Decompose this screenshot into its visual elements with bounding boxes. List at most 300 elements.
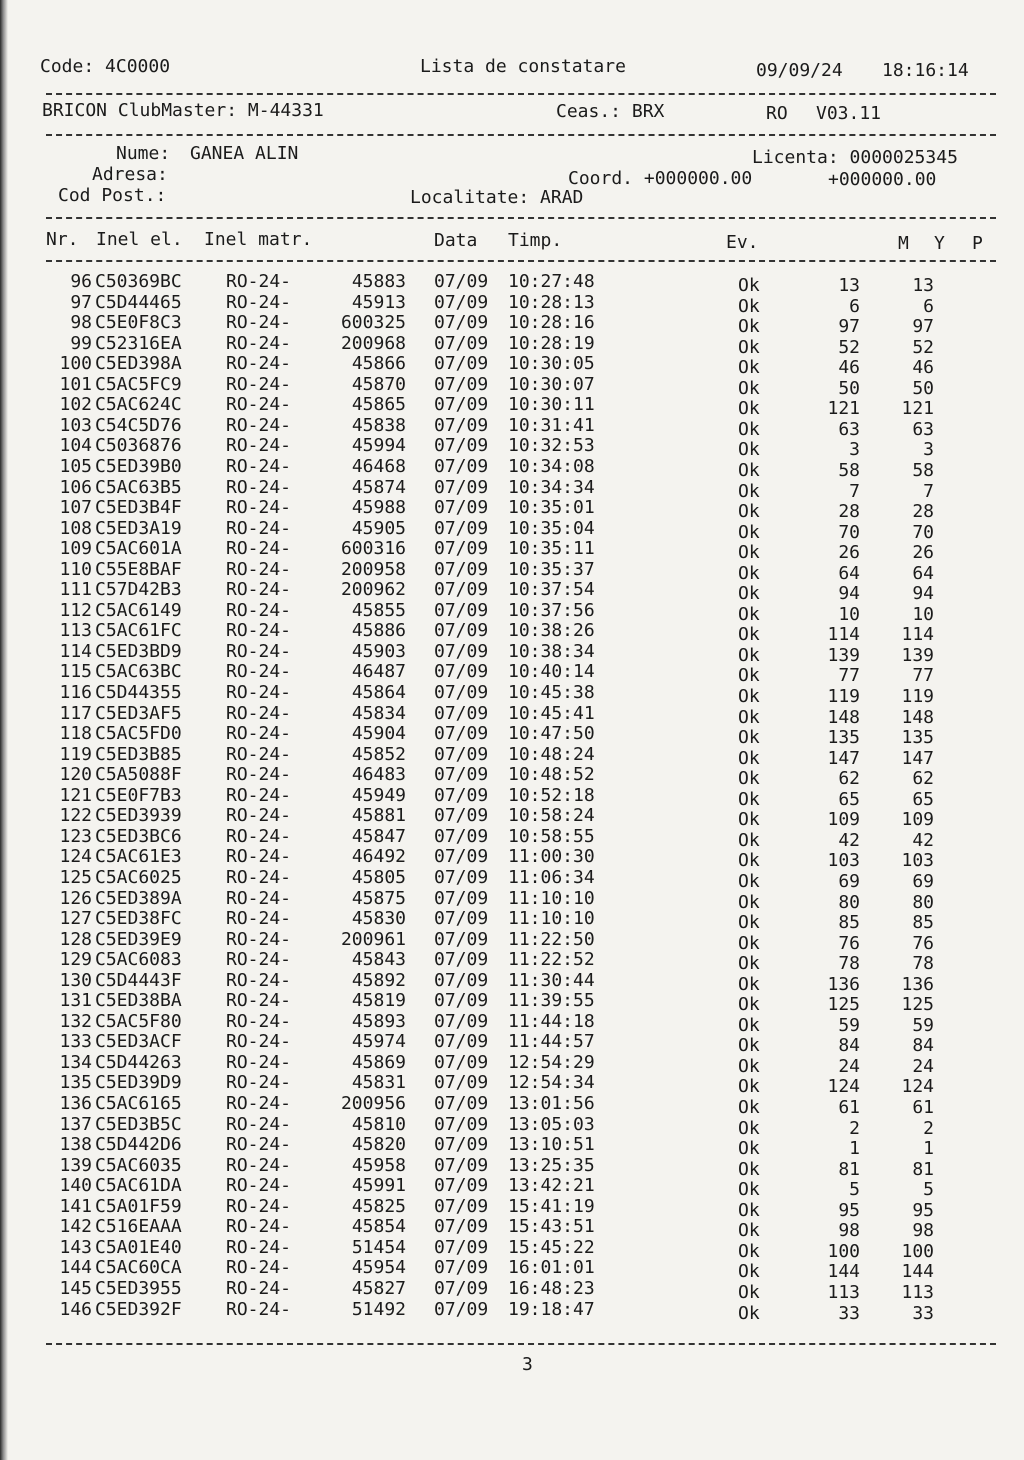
event-status: Ok (738, 994, 760, 1016)
ring-prefix: RO-24- (226, 1175, 292, 1197)
table-row (0, 1051, 1024, 1077)
arrival-time: 10:34:34 (508, 476, 595, 498)
ring-electronic: C5ED39B0 (95, 455, 182, 477)
value-y: 84 (912, 1035, 934, 1057)
separator-line (46, 217, 996, 219)
value-y: 69 (912, 870, 934, 892)
arrival-time: 11:10:10 (508, 908, 595, 930)
ring-prefix: RO-24- (226, 1010, 292, 1032)
value-y: 61 (912, 1097, 934, 1118)
arrival-date: 07/09 (434, 1010, 489, 1032)
event-status: Ok (738, 357, 760, 379)
ring-prefix: RO-24- (226, 558, 292, 580)
value-y: 50 (912, 377, 934, 399)
ring-number: 45831 (351, 1072, 406, 1094)
arrival-date: 07/09 (434, 558, 489, 580)
value-m: 58 (838, 459, 860, 481)
event-status: Ok (738, 542, 760, 564)
ring-number: 200956 (340, 1093, 406, 1114)
value-m: 98 (838, 1220, 860, 1242)
arrival-date: 07/09 (434, 312, 489, 334)
ring-electronic: C54C5D76 (95, 414, 182, 436)
value-y: 26 (912, 542, 934, 564)
row-nr: 111 (59, 579, 92, 601)
arrival-time: 16:01:01 (508, 1257, 595, 1279)
arrival-date: 07/09 (434, 414, 489, 436)
value-m: 65 (838, 788, 860, 810)
arrival-date: 07/09 (434, 825, 489, 847)
row-nr: 122 (59, 805, 92, 827)
arrival-date: 07/09 (434, 661, 489, 683)
ring-prefix: RO-24- (226, 866, 292, 888)
ring-number: 45892 (351, 969, 406, 991)
arrival-time: 10:45:38 (508, 682, 595, 703)
ring-number: 45838 (351, 414, 406, 436)
event-status: Ok (738, 665, 760, 687)
ring-number: 45870 (351, 373, 406, 395)
event-status: Ok (738, 768, 760, 790)
table-row (0, 805, 1024, 831)
event-status: Ok (738, 870, 760, 892)
arrival-time: 10:35:11 (508, 538, 595, 560)
ring-number: 45991 (351, 1175, 406, 1197)
event-status: Ok (738, 1035, 760, 1057)
arrival-time: 10:47:50 (508, 723, 595, 745)
row-nr: 97 (70, 291, 92, 313)
table-row (0, 538, 1024, 564)
value-m: 124 (827, 1076, 860, 1098)
ring-prefix: RO-24- (226, 353, 292, 375)
ring-prefix: RO-24- (226, 1216, 292, 1238)
ring-electronic: C5AC6025 (95, 866, 182, 888)
arrival-date: 07/09 (434, 455, 489, 477)
arrival-date: 07/09 (434, 887, 489, 909)
table-row (0, 497, 1024, 523)
table-row (0, 1216, 1024, 1242)
col-header-inel-matr: Inel matr. (204, 229, 313, 250)
value-m: 76 (838, 932, 860, 954)
event-status: Ok (738, 891, 760, 913)
ring-electronic: C5036876 (95, 435, 182, 457)
ring-electronic: C5A01E40 (95, 1236, 182, 1258)
ring-prefix: RO-24- (226, 805, 292, 827)
ring-number: 45827 (351, 1277, 406, 1299)
table-row (0, 764, 1024, 790)
ring-prefix: RO-24- (226, 990, 292, 1012)
arrival-date: 07/09 (434, 1093, 489, 1114)
value-m: 62 (838, 768, 860, 790)
arrival-date: 07/09 (434, 332, 489, 354)
value-m: 5 (849, 1179, 860, 1201)
table-row (0, 825, 1024, 851)
value-y: 148 (901, 706, 934, 728)
table-row (0, 846, 1024, 872)
row-nr: 135 (59, 1072, 92, 1094)
value-m: 64 (838, 562, 860, 584)
table-row (0, 1072, 1024, 1098)
table-row (0, 1093, 1024, 1118)
col-header-m: M (898, 233, 909, 254)
ring-electronic: C5AC5F80 (95, 1010, 182, 1032)
value-m: 63 (838, 418, 860, 440)
ring-electronic: C516EAAA (95, 1216, 182, 1238)
arrival-time: 11:00:30 (508, 846, 595, 868)
ring-number: 45974 (351, 1031, 406, 1053)
row-nr: 120 (59, 764, 92, 786)
arrival-date: 07/09 (434, 1051, 489, 1073)
event-status: Ok (738, 1117, 760, 1139)
arrival-time: 15:41:19 (508, 1195, 595, 1217)
ring-number: 45886 (351, 620, 406, 642)
row-nr: 106 (59, 476, 92, 498)
row-nr: 136 (59, 1093, 92, 1114)
event-status: Ok (738, 1097, 760, 1118)
ring-prefix: RO-24- (226, 1031, 292, 1053)
event-status: Ok (738, 1179, 760, 1201)
ring-prefix: RO-24- (226, 969, 292, 991)
event-status: Ok (738, 973, 760, 995)
ring-prefix: RO-24- (226, 1277, 292, 1299)
ring-number: 45852 (351, 743, 406, 765)
ring-number: 45988 (351, 497, 406, 519)
ring-number: 45994 (351, 435, 406, 457)
row-nr: 119 (59, 743, 92, 765)
value-y: 28 (912, 501, 934, 523)
arrival-time: 15:45:22 (508, 1236, 595, 1258)
ring-electronic: C5AC5FD0 (95, 723, 182, 745)
event-status: Ok (738, 583, 760, 605)
arrival-time: 10:52:18 (508, 784, 595, 806)
event-status: Ok (738, 932, 760, 954)
value-y: 97 (912, 316, 934, 338)
value-y: 103 (901, 850, 934, 872)
arrival-date: 07/09 (434, 538, 489, 560)
ring-electronic: C5AC6149 (95, 599, 182, 621)
ring-electronic: C5D44355 (95, 682, 182, 703)
separator-line (46, 260, 996, 262)
ring-electronic: C5ED38BA (95, 990, 182, 1012)
event-status: Ok (738, 1076, 760, 1098)
arrival-time: 19:18:47 (508, 1298, 595, 1320)
ring-prefix: RO-24- (226, 620, 292, 642)
print-time: 18:16:14 (882, 60, 969, 81)
ring-number: 200958 (340, 558, 406, 580)
arrival-date: 07/09 (434, 394, 489, 416)
value-y: 147 (901, 747, 934, 769)
table-row (0, 1277, 1024, 1303)
table-row (0, 1010, 1024, 1036)
value-m: 103 (827, 850, 860, 872)
event-status: Ok (738, 336, 760, 358)
ring-electronic: C5AC5FC9 (95, 373, 182, 395)
value-m: 139 (827, 644, 860, 666)
arrival-time: 10:28:13 (508, 291, 595, 313)
separator-line (46, 1343, 996, 1345)
col-header-y: Y (934, 233, 945, 254)
row-nr: 99 (70, 332, 92, 354)
value-m: 6 (849, 295, 860, 317)
ring-number: 45830 (351, 908, 406, 930)
table-row (0, 271, 1024, 296)
value-m: 135 (827, 727, 860, 749)
value-y: 62 (912, 768, 934, 790)
ring-prefix: RO-24- (226, 497, 292, 519)
row-nr: 146 (59, 1298, 92, 1320)
ring-electronic: C5AC63BC (95, 661, 182, 683)
arrival-time: 10:27:48 (508, 271, 595, 292)
event-status: Ok (738, 377, 760, 399)
table-row (0, 866, 1024, 892)
row-nr: 98 (70, 312, 92, 334)
value-m: 42 (838, 829, 860, 851)
arrival-time: 10:48:52 (508, 764, 595, 786)
row-nr: 107 (59, 497, 92, 519)
arrival-time: 13:01:56 (508, 1093, 595, 1114)
arrival-date: 07/09 (434, 1072, 489, 1094)
arrival-time: 10:37:56 (508, 599, 595, 621)
event-status: Ok (738, 912, 760, 934)
ring-number: 45904 (351, 723, 406, 745)
ring-electronic: C5ED3AF5 (95, 702, 182, 724)
ring-electronic: C5E0F7B3 (95, 784, 182, 806)
row-nr: 138 (59, 1134, 92, 1156)
ring-prefix: RO-24- (226, 1236, 292, 1258)
arrival-date: 07/09 (434, 1031, 489, 1053)
ring-prefix: RO-24- (226, 599, 292, 621)
arrival-date: 07/09 (434, 846, 489, 868)
value-m: 84 (838, 1035, 860, 1057)
value-m: 3 (849, 439, 860, 461)
event-status: Ok (738, 1055, 760, 1077)
event-status: Ok (738, 418, 760, 440)
ring-electronic: C5ED3A19 (95, 517, 182, 539)
ring-prefix: RO-24- (226, 887, 292, 909)
value-y: 64 (912, 562, 934, 584)
value-y: 59 (912, 1014, 934, 1036)
arrival-time: 12:54:29 (508, 1051, 595, 1073)
arrival-date: 07/09 (434, 805, 489, 827)
value-m: 148 (827, 706, 860, 728)
table-row (0, 1113, 1024, 1139)
table-row (0, 517, 1024, 543)
document-title: Lista de constatare (420, 56, 626, 77)
ring-number: 46487 (351, 661, 406, 683)
code-label: Code: 4C0000 (40, 56, 171, 77)
value-y: 58 (912, 459, 934, 481)
table-row (0, 640, 1024, 666)
event-status: Ok (738, 829, 760, 851)
ring-electronic: C5AC6083 (95, 949, 182, 971)
arrival-time: 10:35:01 (508, 497, 595, 519)
value-y: 100 (901, 1240, 934, 1262)
ring-electronic: C5AC61FC (95, 620, 182, 642)
ring-electronic: C5AC61E3 (95, 846, 182, 868)
value-m: 125 (827, 994, 860, 1016)
ring-prefix: RO-24- (226, 1051, 292, 1073)
table-row (0, 949, 1024, 975)
page-number: 3 (522, 1354, 533, 1375)
ring-number: 46492 (351, 846, 406, 868)
value-y: 7 (923, 480, 934, 502)
value-m: 80 (838, 891, 860, 913)
arrival-time: 16:48:23 (508, 1277, 595, 1299)
arrival-date: 07/09 (434, 928, 489, 950)
arrival-time: 11:30:44 (508, 969, 595, 991)
value-m: 28 (838, 501, 860, 523)
ring-number: 45949 (351, 784, 406, 806)
arrival-time: 10:31:41 (508, 414, 595, 436)
value-m: 144 (827, 1261, 860, 1283)
ring-prefix: RO-24- (226, 640, 292, 662)
ring-electronic: C5AC63B5 (95, 476, 182, 498)
value-y: 76 (912, 932, 934, 954)
row-nr: 109 (59, 538, 92, 560)
ring-number: 45810 (351, 1113, 406, 1135)
event-status: Ok (738, 809, 760, 831)
arrival-time: 13:10:51 (508, 1134, 595, 1156)
arrival-date: 07/09 (434, 1277, 489, 1299)
arrival-date: 07/09 (434, 291, 489, 313)
table-row (0, 291, 1024, 317)
ring-prefix: RO-24- (226, 312, 292, 334)
value-m: 50 (838, 377, 860, 399)
coordinates-lon: +000000.00 (828, 169, 937, 190)
row-nr: 108 (59, 517, 92, 539)
ring-number: 45875 (351, 887, 406, 909)
arrival-time: 10:30:07 (508, 373, 595, 395)
event-status: Ok (738, 953, 760, 975)
ring-number: 45883 (351, 271, 406, 292)
table-row (0, 1154, 1024, 1180)
value-y: 33 (912, 1302, 934, 1324)
value-y: 80 (912, 891, 934, 913)
value-y: 63 (912, 418, 934, 440)
arrival-date: 07/09 (434, 435, 489, 457)
value-y: 24 (912, 1055, 934, 1077)
table-row (0, 312, 1024, 338)
row-nr: 142 (59, 1216, 92, 1238)
col-header-timp: Timp. (508, 230, 563, 251)
ring-prefix: RO-24- (226, 1154, 292, 1176)
row-nr: 129 (59, 949, 92, 971)
value-m: 100 (827, 1240, 860, 1262)
value-m: 113 (827, 1281, 860, 1303)
ring-prefix: RO-24- (226, 1072, 292, 1094)
value-m: 7 (849, 480, 860, 502)
ring-prefix: RO-24- (226, 928, 292, 950)
arrival-date: 07/09 (434, 579, 489, 601)
ring-electronic: C5A01F59 (95, 1195, 182, 1217)
ring-number: 45864 (351, 682, 406, 703)
ring-electronic: C5AC601A (95, 538, 182, 560)
table-row (0, 455, 1024, 481)
arrival-date: 07/09 (434, 1236, 489, 1258)
table-row (0, 908, 1024, 934)
ring-prefix: RO-24- (226, 1257, 292, 1279)
ring-prefix: RO-24- (226, 538, 292, 560)
event-status: Ok (738, 850, 760, 872)
arrival-time: 11:44:18 (508, 1010, 595, 1032)
value-m: 119 (827, 686, 860, 707)
event-status: Ok (738, 747, 760, 769)
ring-number: 45805 (351, 866, 406, 888)
event-status: Ok (738, 644, 760, 666)
arrival-date: 07/09 (434, 866, 489, 888)
value-m: 70 (838, 521, 860, 543)
ring-number: 45865 (351, 394, 406, 416)
ring-number: 45958 (351, 1154, 406, 1176)
ring-prefix: RO-24- (226, 1134, 292, 1156)
event-status: Ok (738, 1220, 760, 1242)
ring-electronic: C5ED3BC6 (95, 825, 182, 847)
event-status: Ok (738, 316, 760, 338)
table-row (0, 394, 1024, 420)
arrival-time: 15:43:51 (508, 1216, 595, 1238)
table-row (0, 1031, 1024, 1057)
row-nr: 144 (59, 1257, 92, 1279)
event-status: Ok (738, 1281, 760, 1303)
value-y: 136 (901, 973, 934, 995)
clubmaster-id: BRICON ClubMaster: M-44331 (42, 100, 324, 121)
value-y: 46 (912, 357, 934, 379)
ring-prefix: RO-24- (226, 846, 292, 868)
arrival-date: 07/09 (434, 969, 489, 991)
arrival-date: 07/09 (434, 497, 489, 519)
value-m: 109 (827, 809, 860, 831)
ring-number: 45866 (351, 353, 406, 375)
value-y: 5 (923, 1179, 934, 1201)
ring-number: 45874 (351, 476, 406, 498)
ring-electronic: C5ED3939 (95, 805, 182, 827)
arrival-time: 12:54:34 (508, 1072, 595, 1094)
ring-electronic: C50369BC (95, 271, 182, 292)
value-m: 81 (838, 1158, 860, 1180)
table-row (0, 1298, 1024, 1324)
arrival-date: 07/09 (434, 620, 489, 642)
arrival-time: 11:10:10 (508, 887, 595, 909)
value-y: 125 (901, 994, 934, 1016)
ring-prefix: RO-24- (226, 1113, 292, 1135)
value-y: 119 (901, 686, 934, 707)
value-y: 65 (912, 788, 934, 810)
row-nr: 141 (59, 1195, 92, 1217)
arrival-date: 07/09 (434, 1175, 489, 1197)
arrival-time: 10:28:19 (508, 332, 595, 354)
value-m: 24 (838, 1055, 860, 1077)
arrival-time: 10:35:04 (508, 517, 595, 539)
ring-prefix: RO-24- (226, 723, 292, 745)
arrival-time: 10:35:37 (508, 558, 595, 580)
table-row (0, 743, 1024, 769)
arrival-date: 07/09 (434, 908, 489, 930)
row-nr: 110 (59, 558, 92, 580)
ring-electronic: C5A5088F (95, 764, 182, 786)
ring-electronic: C5ED3BD9 (95, 640, 182, 662)
table-row (0, 373, 1024, 399)
ring-number: 45881 (351, 805, 406, 827)
arrival-time: 13:25:35 (508, 1154, 595, 1176)
event-status: Ok (738, 788, 760, 810)
ring-number: 45903 (351, 640, 406, 662)
ring-prefix: RO-24- (226, 455, 292, 477)
ring-electronic: C5ED38FC (95, 908, 182, 930)
row-nr: 127 (59, 908, 92, 930)
value-y: 109 (901, 809, 934, 831)
value-m: 46 (838, 357, 860, 379)
coordinates-lat: Coord. +000000.00 (568, 168, 753, 189)
arrival-time: 10:48:24 (508, 743, 595, 765)
ring-number: 46468 (351, 455, 406, 477)
